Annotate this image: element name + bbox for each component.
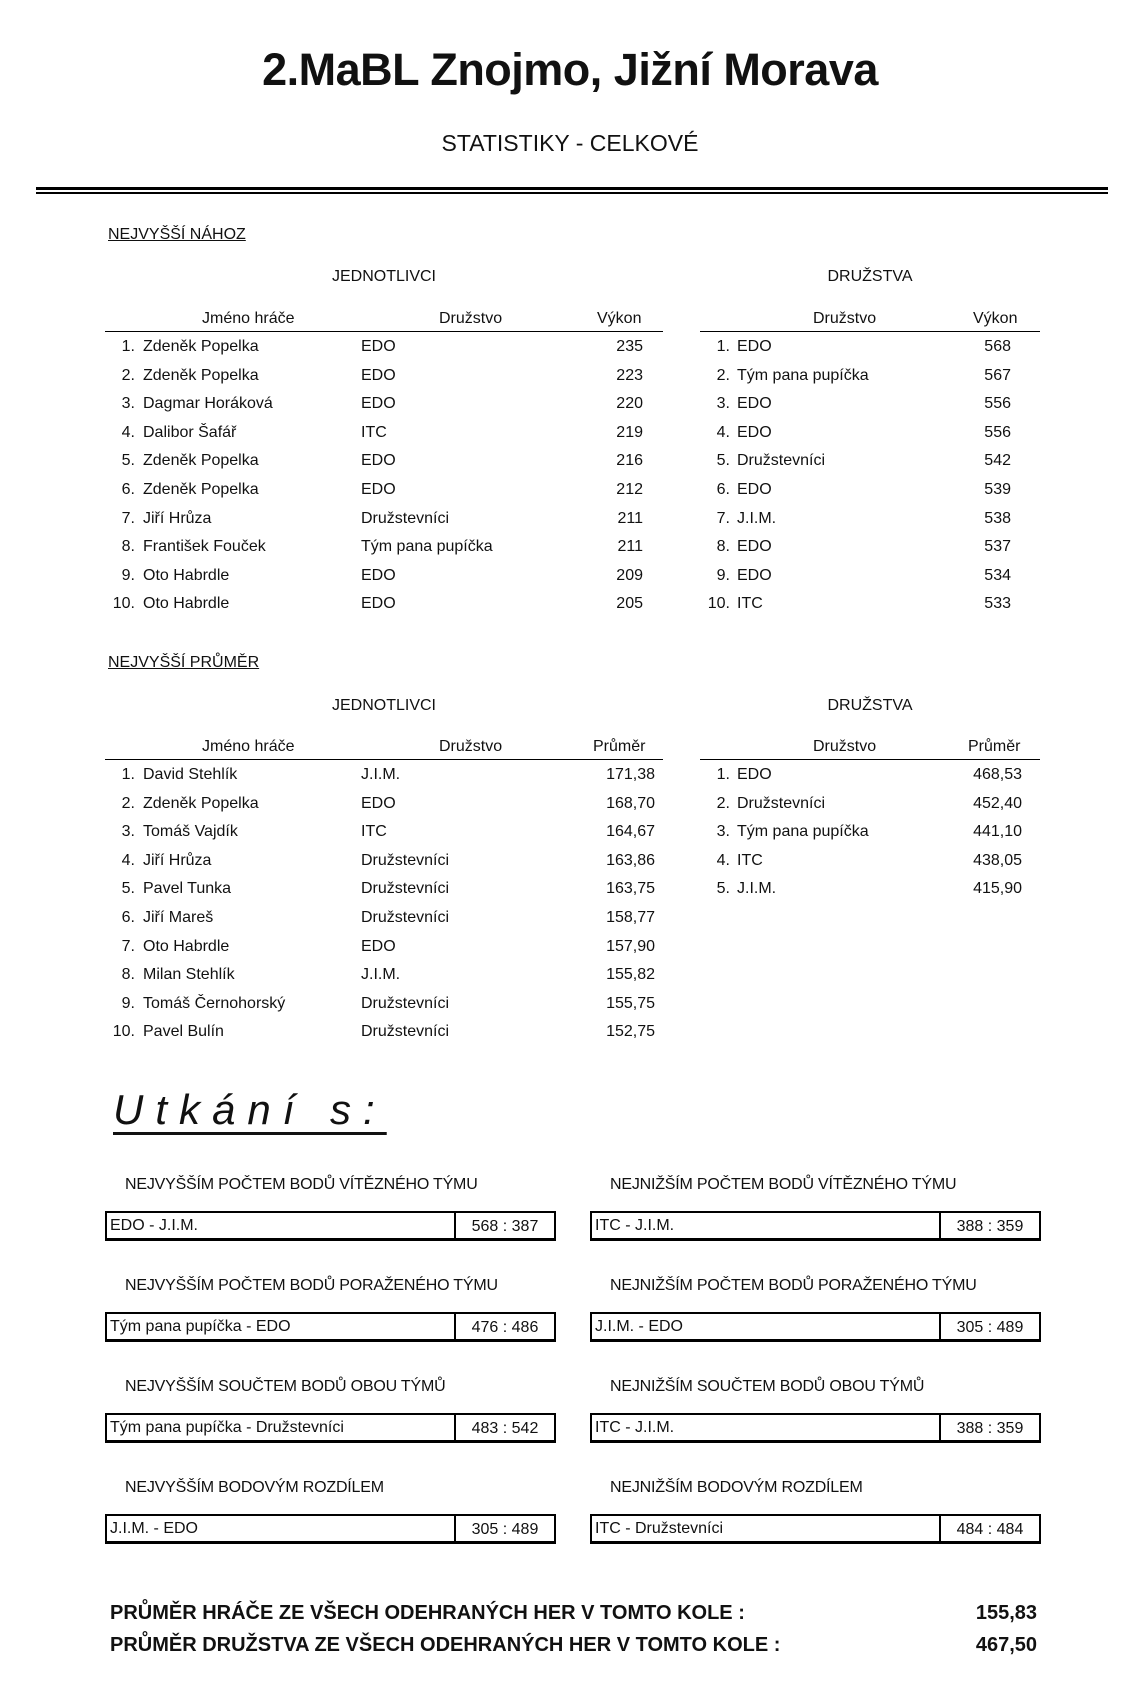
table-header [700, 306, 1040, 332]
rank: 5. [716, 880, 730, 898]
match-category-label: NEJVYŠŠÍM SOUČTEM BODŮ OBOU TÝMŮ [125, 1378, 446, 1395]
table-row [700, 475, 1040, 504]
rank: 10. [112, 595, 135, 613]
team-name: EDO [737, 566, 772, 584]
rank: 5. [716, 452, 730, 470]
team-name: EDO [737, 395, 772, 413]
table-row [105, 532, 663, 561]
value: 415,90 [973, 880, 1022, 898]
section-title-prumer: NEJVYŠŠÍ PRŮMĚR [108, 654, 260, 671]
rank: 1. [121, 338, 135, 355]
match-teams: ITC - J.I.M. [592, 1415, 941, 1440]
player-name: Dalibor Šafář [143, 423, 237, 441]
value: 438,05 [973, 851, 1022, 869]
team-name: EDO [361, 452, 396, 470]
value: 155,75 [606, 994, 655, 1012]
match-score: 568 : 387 [471, 1218, 539, 1235]
value: 219 [616, 423, 643, 441]
player-name: Tomáš Černohorský [143, 994, 286, 1012]
rank: 3. [716, 395, 730, 413]
match-result-box [590, 1514, 1041, 1544]
team-name: EDO [361, 566, 396, 584]
header-divider [36, 187, 1108, 194]
rank: 3. [716, 823, 730, 841]
rank: 5. [121, 452, 135, 470]
team-name: EDO [737, 423, 772, 441]
player-name: Zdeněk Popelka [143, 794, 259, 812]
value: 164,67 [606, 823, 655, 841]
value: 567 [984, 366, 1011, 384]
rank: 9. [121, 566, 135, 584]
rank: 6. [716, 480, 730, 498]
match-category-label: NEJVYŠŠÍM POČTEM BODŮ VÍTĚZNÉHO TÝMU [125, 1176, 478, 1193]
value: 534 [984, 566, 1011, 584]
table-row [700, 361, 1040, 390]
team-name: EDO [361, 338, 396, 355]
team-name: EDO [361, 480, 396, 498]
table-row [105, 932, 663, 961]
table-row [105, 389, 663, 418]
col-player-name: Jméno hráče [202, 738, 295, 755]
rank: 8. [716, 538, 730, 556]
match-result-box [590, 1312, 1041, 1342]
value: 205 [616, 595, 643, 613]
match-score: 483 : 542 [471, 1420, 539, 1437]
table-row [700, 532, 1040, 561]
table-row [700, 561, 1040, 590]
team-name: ITC [737, 595, 763, 613]
player-name: Zdeněk Popelka [143, 366, 259, 384]
value: 211 [617, 538, 643, 556]
table-row [105, 989, 663, 1018]
match-category-label: NEJVYŠŠÍM POČTEM BODŮ PORAŽENÉHO TÝMU [125, 1277, 498, 1294]
team-name: Družstevníci [361, 1023, 450, 1041]
team-name: Družstevníci [737, 452, 826, 470]
player-name: Pavel Bulín [143, 1023, 224, 1041]
rank: 4. [121, 851, 135, 869]
col-team: Družstvo [439, 738, 503, 755]
value: 163,75 [606, 880, 655, 898]
group-title-teams: DRUŽSTVA [827, 697, 913, 714]
value: 155,82 [606, 966, 655, 984]
rank: 7. [716, 509, 730, 527]
rank: 8. [121, 538, 135, 556]
team-name: Tým pana pupíčka [361, 538, 493, 556]
team-name: Tým pana pupíčka [737, 366, 869, 384]
rank: 2. [716, 366, 730, 384]
player-name: Jiří Mareš [143, 908, 214, 926]
team-name: Družstevníci [361, 509, 450, 527]
page-subtitle: STATISTIKY - CELKOVÉ [441, 130, 699, 156]
rank: 3. [121, 395, 135, 413]
match-teams: Tým pana pupíčka - EDO [107, 1314, 456, 1339]
value: 235 [616, 338, 643, 355]
table-row [700, 418, 1040, 447]
value: 223 [616, 366, 643, 384]
player-name: Dagmar Horáková [143, 395, 273, 413]
match-score: 484 : 484 [956, 1521, 1024, 1538]
value: 157,90 [606, 937, 655, 955]
team-name: ITC [361, 423, 387, 441]
match-result-box [105, 1514, 556, 1544]
table-row [700, 589, 1040, 618]
section-title-nahoz: NEJVYŠŠÍ NÁHOZ [108, 226, 246, 243]
col-player-name: Jméno hráče [202, 310, 295, 327]
col-value: Průměr [593, 738, 646, 755]
table-row [700, 332, 1040, 361]
rank: 5. [121, 880, 135, 898]
rank: 6. [121, 480, 135, 498]
match-result-box [105, 1211, 556, 1241]
table-row [700, 874, 1040, 903]
team-name: EDO [737, 538, 772, 556]
value: 209 [616, 566, 643, 584]
player-name: Oto Habrdle [143, 566, 230, 584]
team-name: EDO [361, 937, 396, 955]
group-title-teams: DRUŽSTVA [827, 268, 913, 285]
col-value: Výkon [973, 310, 1018, 327]
table-row [700, 504, 1040, 533]
rank: 7. [121, 509, 135, 527]
team-name: ITC [737, 851, 763, 869]
rank: 10. [707, 595, 730, 613]
value: 539 [984, 480, 1011, 498]
rank: 4. [716, 851, 730, 869]
team-name: J.I.M. [361, 966, 401, 984]
value: 533 [984, 595, 1011, 613]
table-row [700, 846, 1040, 875]
match-category-label: NEJNIŽŠÍM POČTEM BODŮ VÍTĚZNÉHO TÝMU [610, 1176, 957, 1193]
table-row [105, 446, 663, 475]
table-row [700, 446, 1040, 475]
player-name: Zdeněk Popelka [143, 480, 259, 498]
table-row [105, 817, 663, 846]
value: 220 [616, 395, 643, 413]
table-prumer-individuals [105, 734, 663, 1046]
player-name: František Fouček [143, 538, 266, 556]
table-row [105, 874, 663, 903]
table-row [105, 760, 663, 789]
match-result-box [105, 1312, 556, 1342]
team-name: EDO [361, 395, 396, 413]
player-name: Oto Habrdle [143, 595, 230, 613]
value: 568 [984, 338, 1011, 355]
rank: 8. [121, 966, 135, 984]
rank: 3. [121, 823, 135, 841]
rank: 1. [716, 338, 730, 355]
table-row [105, 504, 663, 533]
table-row [700, 389, 1040, 418]
rank: 9. [121, 994, 135, 1012]
match-category-label: NEJNIŽŠÍM BODOVÝM ROZDÍLEM [610, 1479, 863, 1496]
group-title-individuals: JEDNOTLIVCI [331, 268, 436, 285]
match-category-label: NEJVYŠŠÍM BODOVÝM ROZDÍLEM [125, 1479, 384, 1496]
table-row [105, 332, 663, 361]
value: 468,53 [973, 766, 1022, 783]
player-name: Zdeněk Popelka [143, 338, 259, 355]
match-score: 305 : 489 [956, 1319, 1024, 1336]
team-name: ITC [361, 823, 387, 841]
match-category-label: NEJNIŽŠÍM POČTEM BODŮ PORAŽENÉHO TÝMU [610, 1277, 977, 1294]
table-header [105, 734, 663, 760]
match-score: 388 : 359 [956, 1420, 1024, 1437]
value: 441,10 [973, 823, 1022, 841]
match-teams: Tým pana pupíčka - Družstevníci [107, 1415, 456, 1440]
col-team: Družstvo [813, 310, 877, 327]
match-teams: J.I.M. - EDO [592, 1314, 941, 1339]
value: 171,38 [606, 766, 655, 783]
table-nahoz-teams [700, 306, 1040, 618]
table-row [105, 1017, 663, 1046]
team-name: EDO [361, 794, 396, 812]
value: 538 [984, 509, 1011, 527]
match-teams: ITC - Družstevníci [592, 1516, 941, 1541]
match-category-label: NEJNIŽŠÍM SOUČTEM BODŮ OBOU TÝMŮ [610, 1378, 925, 1395]
rank: 2. [121, 794, 135, 812]
match-result-box [105, 1413, 556, 1443]
team-name: Družstevníci [361, 994, 450, 1012]
group-title-individuals: JEDNOTLIVCI [331, 697, 436, 714]
match-score: 388 : 359 [956, 1218, 1024, 1235]
match-score: 305 : 489 [471, 1521, 539, 1538]
match-teams: EDO - J.I.M. [107, 1213, 456, 1238]
value: 168,70 [606, 794, 655, 812]
value: 163,86 [606, 851, 655, 869]
table-row [105, 361, 663, 390]
team-average-label: PRŮMĚR DRUŽSTVA ZE VŠECH ODEHRANÝCH HER V TOMTO KOLE : [110, 1634, 781, 1656]
team-name: J.I.M. [737, 880, 777, 898]
match-result-box [590, 1413, 1041, 1443]
value: 216 [616, 452, 643, 470]
rank: 6. [121, 908, 135, 926]
match-teams: ITC - J.I.M. [592, 1213, 941, 1238]
player-name: Tomáš Vajdík [143, 823, 238, 841]
table-header [105, 306, 663, 332]
table-prumer-teams [700, 734, 1040, 903]
value: 537 [984, 538, 1011, 556]
match-score: 476 : 486 [471, 1319, 539, 1336]
team-name: EDO [737, 480, 772, 498]
team-name: Družstevníci [737, 794, 826, 812]
match-teams: J.I.M. - EDO [107, 1516, 456, 1541]
rank: 2. [716, 794, 730, 812]
rank: 4. [716, 423, 730, 441]
team-average-value: 467,50 [975, 1634, 1037, 1656]
team-name: EDO [361, 595, 396, 613]
player-name: David Stehlík [143, 766, 238, 783]
team-name: Družstevníci [361, 851, 450, 869]
player-name: Jiří Hrůza [143, 851, 212, 869]
col-value: Průměr [968, 738, 1021, 755]
rank: 4. [121, 423, 135, 441]
value: 158,77 [606, 908, 655, 926]
table-row [105, 903, 663, 932]
value: 152,75 [606, 1023, 655, 1041]
table-row [105, 960, 663, 989]
table-header [700, 734, 1040, 760]
player-name: Oto Habrdle [143, 937, 230, 955]
match-result-box [590, 1211, 1041, 1241]
team-name: Družstevníci [361, 908, 450, 926]
rank: 1. [716, 766, 730, 783]
table-row [105, 561, 663, 590]
player-name: Milan Stehlík [143, 966, 235, 984]
table-nahoz-individuals [105, 306, 663, 618]
table-row [105, 589, 663, 618]
team-name: Tým pana pupíčka [737, 823, 869, 841]
rank: 9. [716, 566, 730, 584]
team-name: Družstevníci [361, 880, 450, 898]
rank: 10. [112, 1023, 135, 1041]
col-team: Družstvo [439, 310, 503, 327]
page-title: 2.MaBL Znojmo, Jižní Morava [262, 44, 878, 95]
team-name: J.I.M. [361, 766, 401, 783]
table-row [700, 789, 1040, 818]
value: 542 [984, 452, 1011, 470]
table-row [105, 846, 663, 875]
value: 212 [616, 480, 643, 498]
value: 556 [984, 423, 1011, 441]
rank: 1. [121, 766, 135, 783]
col-team: Družstvo [813, 738, 877, 755]
value: 211 [617, 509, 643, 527]
team-name: EDO [737, 338, 772, 355]
col-value: Výkon [597, 310, 642, 327]
rank: 7. [121, 937, 135, 955]
table-row [105, 789, 663, 818]
value: 556 [984, 395, 1011, 413]
value: 452,40 [973, 794, 1022, 812]
player-average-label: PRŮMĚR HRÁČE ZE VŠECH ODEHRANÝCH HER V TOMTO KOLE : [110, 1602, 745, 1624]
team-name: EDO [737, 766, 772, 783]
table-row [700, 760, 1040, 789]
player-name: Pavel Tunka [143, 880, 232, 898]
player-name: Zdeněk Popelka [143, 452, 259, 470]
table-row [105, 418, 663, 447]
table-row [700, 817, 1040, 846]
player-name: Jiří Hrůza [143, 509, 212, 527]
table-row [105, 475, 663, 504]
player-average-value: 155,83 [975, 1602, 1037, 1624]
rank: 2. [121, 366, 135, 384]
matches-heading: Utkání s: [113, 1086, 387, 1133]
team-name: J.I.M. [737, 509, 777, 527]
team-name: EDO [361, 366, 396, 384]
